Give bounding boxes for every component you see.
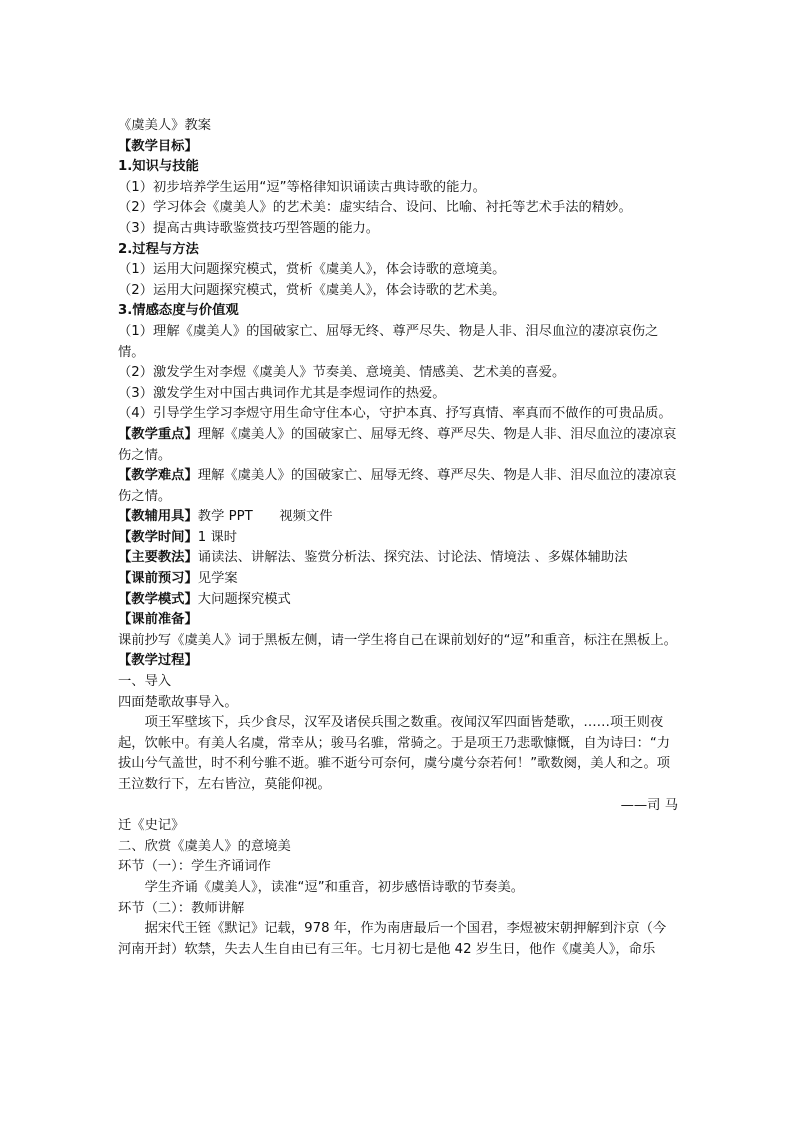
part1-heading: 一、导入 xyxy=(118,674,172,690)
list-item: （4）引导学生学习李煜守用生命守住本心，守护本真、抒写真情、率真而不做作的可贵品质。 xyxy=(118,406,672,422)
list-item: （3）提高古典诗歌鉴赏技巧型答题的能力。 xyxy=(118,220,380,236)
preparation-text: 课前抄写《虞美人》词于黑板左侧，请一学生将自己在课前划好的“逗”和重音，标注在黑板上。 xyxy=(118,632,677,648)
teaching-time xyxy=(118,528,678,549)
tools-text: 教学 PPT 视频文件 xyxy=(197,509,333,525)
document-title: 《虞美人》教案 xyxy=(118,118,212,133)
link2-text: 据宋代王铚《默记》记载，978 年，作为南唐最后一个国君，李煜被宋朝押解到汴京（今河南开封）软禁，失去人生自由已有三年。七月初七是他 42 岁生日，他作《虞美人》，命乐 xyxy=(118,921,667,957)
pre-class-preview xyxy=(118,569,678,590)
part1-subheading: 四面楚歌故事导入。 xyxy=(118,694,238,710)
list-item: （2）运用大问题探究模式，赏析《虞美人》，体会诗歌的艺术美。 xyxy=(118,282,506,298)
link2-heading: 环节（二）：教师讲解 xyxy=(118,900,245,916)
teaching-tools xyxy=(118,507,678,528)
section-heading-knowledge: 1.知识与技能 xyxy=(118,159,199,175)
key-point xyxy=(118,425,678,466)
mode-text: 大问题探究模式 xyxy=(197,591,291,607)
list-item: （2）激发学生对李煜《虞美人》节奏美、意境美、情感美、艺术美的喜爱。 xyxy=(118,365,566,381)
methods-text: 诵读法、讲解法、鉴赏分析法、探究法、讨论法、情境法 、多媒体辅助法 xyxy=(197,550,628,566)
preview-text: 见学案 xyxy=(197,571,238,587)
list-item: （1）理解《虞美人》的国破家亡、屈辱无终、尊严尽失、物是人非、泪尽血泣的凄凉哀伤之情。 xyxy=(118,323,659,360)
link1-text: 学生齐诵《虞美人》，读准“逗”和重音，初步感悟诗歌的节奏美。 xyxy=(144,879,525,895)
difficulty-label: 【教学难点】 xyxy=(118,468,198,484)
story-paragraph: 项王军壁垓下，兵少食尽，汉军及诸侯兵围之数重。夜闻汉军四面皆楚歌，……项王则夜起，饮帐中。有美人名虞，常幸从；骏马名骓，常骑之。于是项王乃悲歌慷慨，自为诗曰：“力拔山兮气盖世，时不利兮骓不逝。骓不逝兮可奈何，虞兮虞兮奈若何！”歌数阕，美人和之。项王泣数行下，左右皆泣，莫能仰视。 xyxy=(118,715,671,792)
teaching-mode xyxy=(118,590,678,611)
time-label: 【教学时间】 xyxy=(118,529,198,545)
time-text: 1 课时 xyxy=(197,529,238,545)
part2-heading: 二、欣赏《虞美人》的意境美 xyxy=(118,838,291,854)
lesson-plan-document xyxy=(118,116,678,960)
key-point-label: 【教学重点】 xyxy=(118,426,198,442)
section-heading-process: 2.过程与方法 xyxy=(118,241,199,257)
tools-label: 【教辅用具】 xyxy=(118,509,198,525)
list-item: （3）激发学生对中国古典词作尤其是李煜词作的热爱。 xyxy=(118,385,446,401)
teaching-methods xyxy=(118,548,678,569)
difficulty-text: 理解《虞美人》的国破家亡、屈辱无终、尊严尽失、物是人非、泪尽血泣的凄凉哀伤之情。 xyxy=(118,468,677,504)
goals-heading: 【教学目标】 xyxy=(118,138,198,154)
list-item: （1）初步培养学生运用“逗”等格律知识诵读古典诗歌的能力。 xyxy=(118,179,486,195)
preparation-label: 【课前准备】 xyxy=(118,612,198,628)
preview-label: 【课前预习】 xyxy=(118,571,198,587)
methods-label: 【主要教法】 xyxy=(118,550,198,566)
mode-label: 【教学模式】 xyxy=(118,591,198,607)
process-label: 【教学过程】 xyxy=(118,653,198,669)
section-heading-values: 3.情感态度与价值观 xyxy=(118,303,239,319)
list-item: （1）运用大问题探究模式，赏析《虞美人》，体会诗歌的意境美。 xyxy=(118,262,506,278)
link1-heading: 环节（一）：学生齐诵词作 xyxy=(118,859,271,875)
key-point-text: 理解《虞美人》的国破家亡、屈辱无终、尊严尽失、物是人非、泪尽血泣的凄凉哀伤之情。 xyxy=(118,426,677,463)
list-item: （2）学习体会《虞美人》的艺术美：虚实结合、设问、比喻、衬托等艺术手法的精妙。 xyxy=(118,200,632,216)
difficulty-point xyxy=(118,466,678,507)
citation-source: 迁《史记》 xyxy=(118,818,185,834)
citation-dash: ——司 马 xyxy=(620,797,678,813)
